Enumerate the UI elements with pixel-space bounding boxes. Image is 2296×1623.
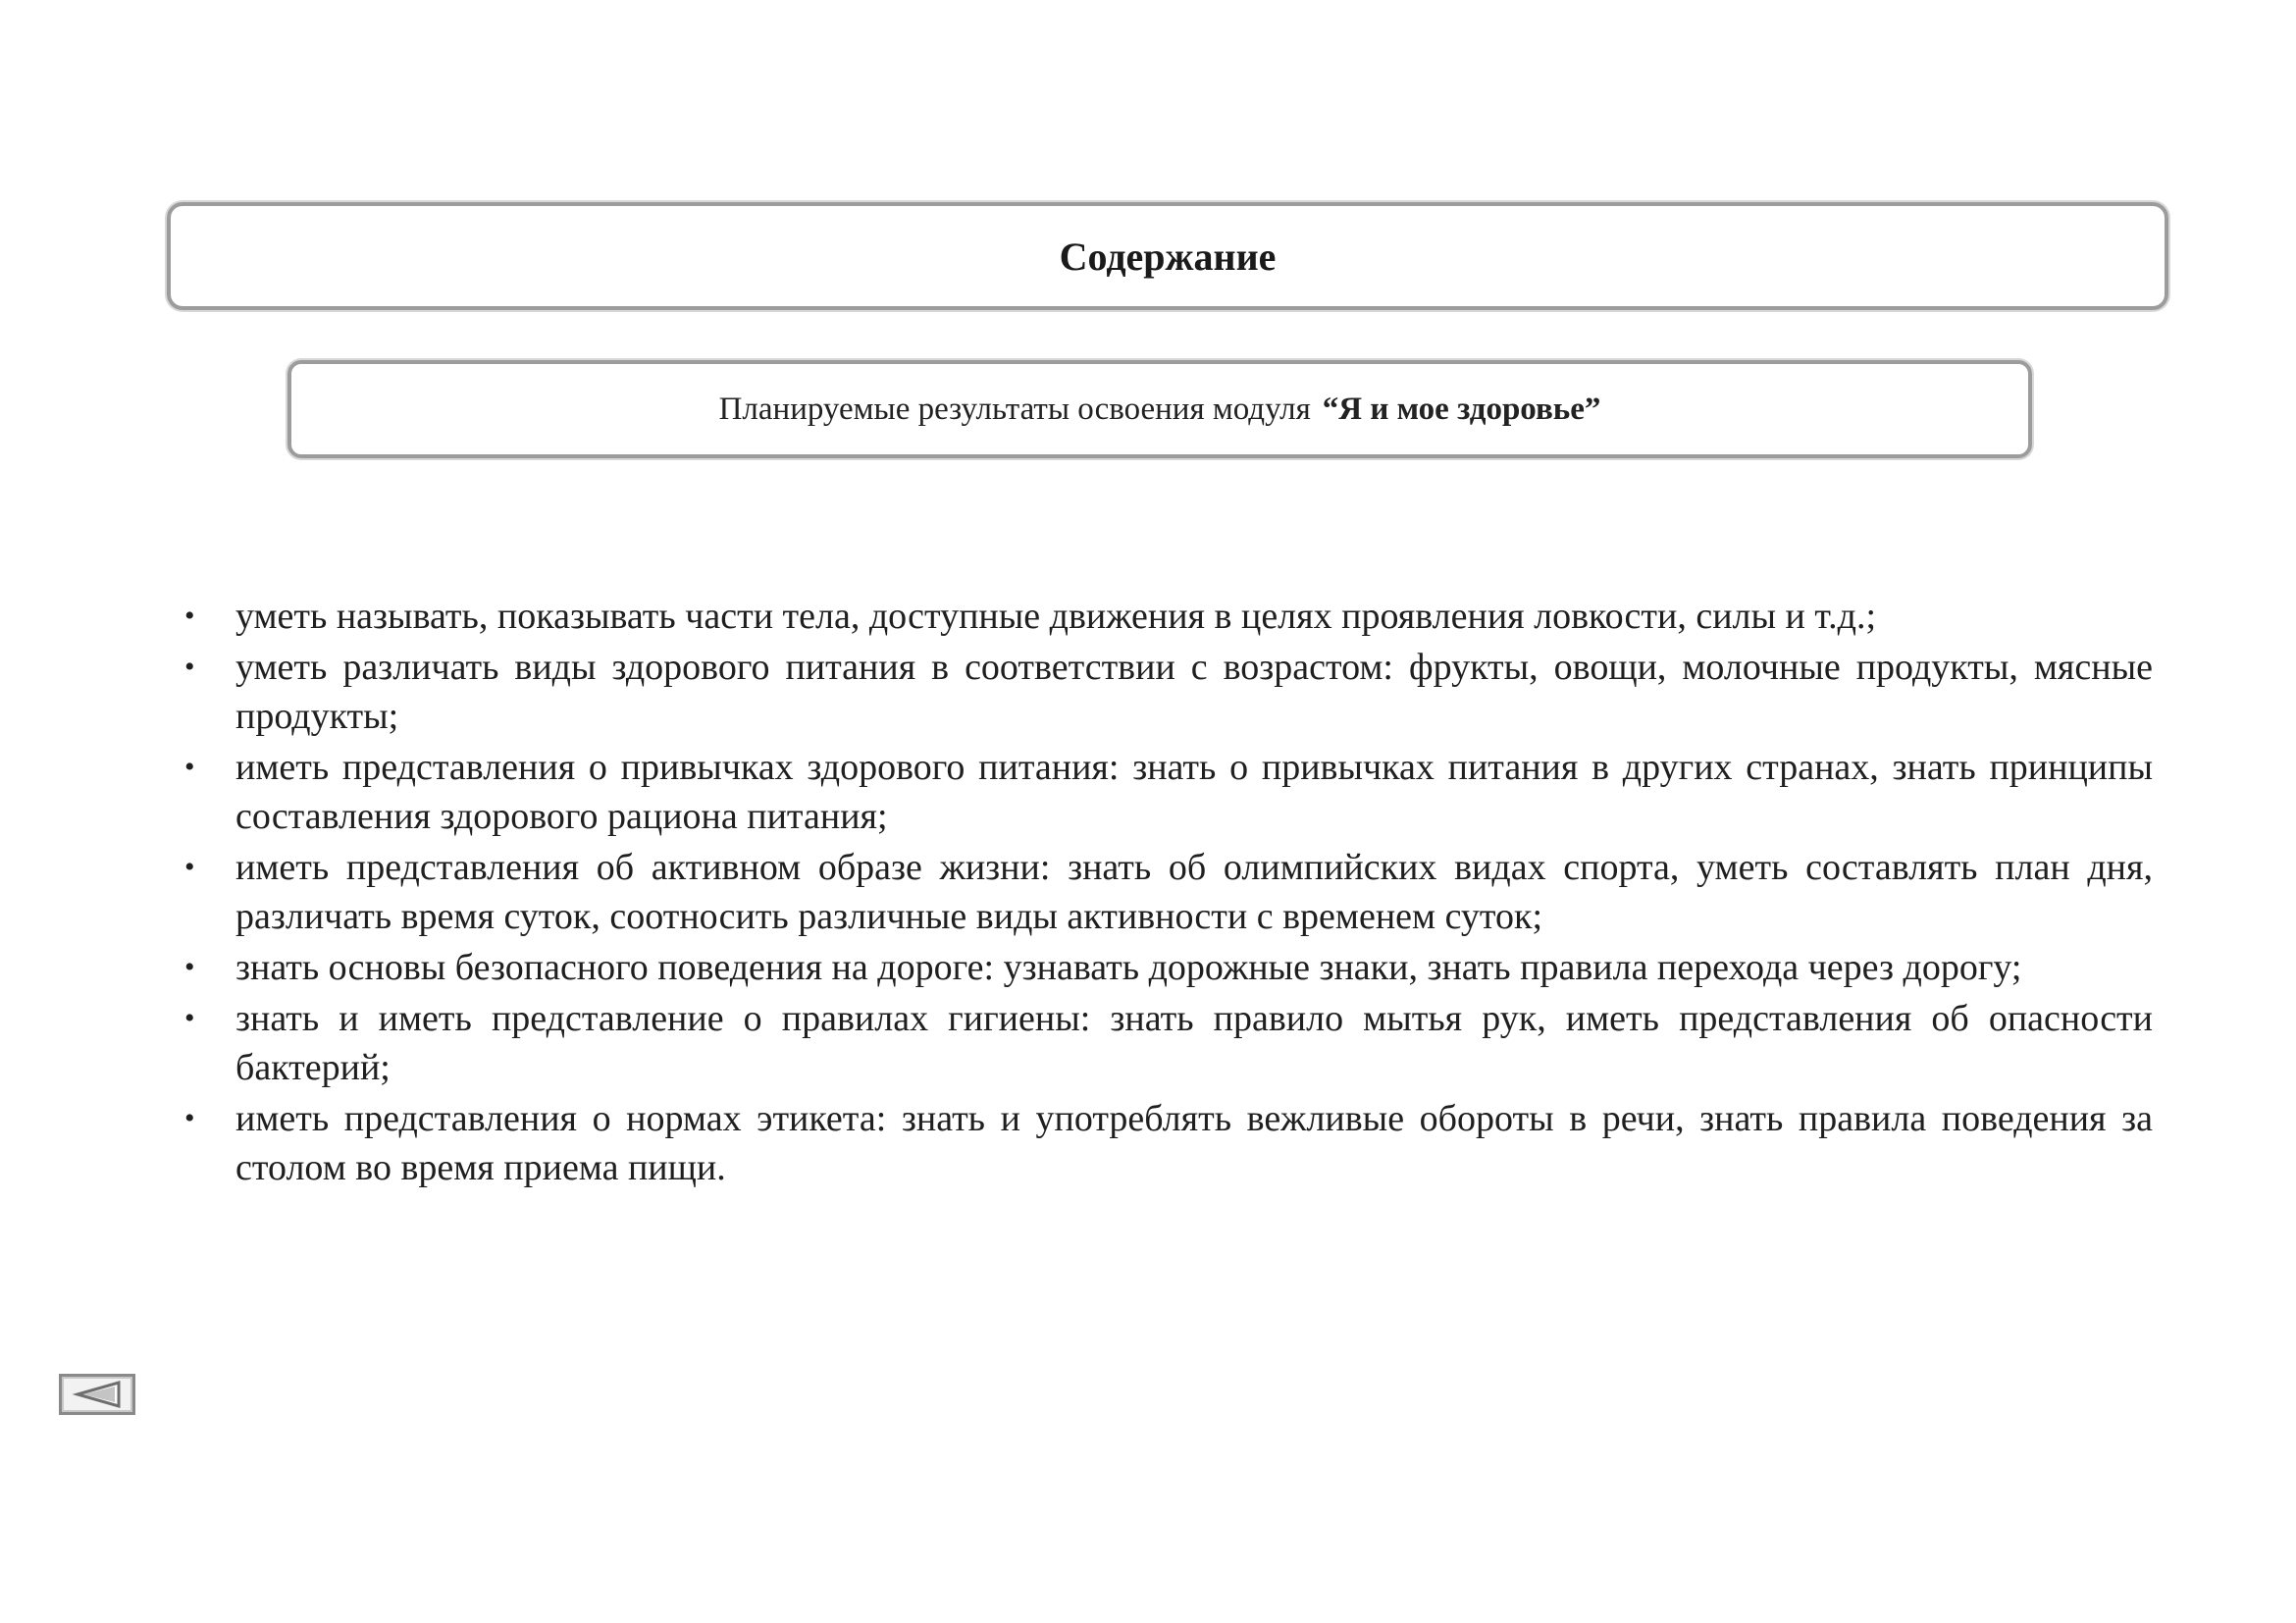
back-button[interactable] xyxy=(59,1374,135,1415)
bullet-icon: • xyxy=(184,951,195,983)
list-item xyxy=(181,1094,2153,1192)
list-item xyxy=(181,592,2153,641)
bullet-icon: • xyxy=(184,1002,195,1034)
list-item-text: знать основы безопасного поведения на дороге: узнавать дорожные знаки, знать правила перехода через дорогу; xyxy=(235,947,2022,988)
bullet-icon: • xyxy=(184,651,195,683)
list-item-text: иметь представления об активном образе жизни: знать об олимпийских видах спорта, уметь составлять план дня, различать время суток, соотносить различные виды активности с временем суток; xyxy=(235,847,2153,937)
list-item xyxy=(181,643,2153,741)
module-results-banner xyxy=(287,360,2032,458)
bullet-icon: • xyxy=(184,1102,195,1134)
triangle-left-icon xyxy=(70,1381,125,1408)
list-item-text: иметь представления о нормах этикета: знать и употреблять вежливые обороты в речи, знать правила поведения за столом во время приема пищи. xyxy=(235,1098,2153,1188)
bullet-icon: • xyxy=(184,851,195,883)
bullet-icon: • xyxy=(184,751,195,783)
page-title: Содержание xyxy=(1059,234,1277,279)
list-item-text: уметь различать виды здорового питания в соответствии с возрастом: фрукты, овощи, молочные продукты, мясные продукты; xyxy=(235,647,2153,737)
list-item xyxy=(181,994,2153,1092)
outcomes-list xyxy=(181,592,2153,1194)
subtitle-prefix: Планируемые результаты освоения модуля xyxy=(718,391,1311,427)
contents-header-box xyxy=(167,202,2168,310)
list-item xyxy=(181,943,2153,992)
list-item xyxy=(181,743,2153,841)
module-name: “Я и мое здоровье” xyxy=(1322,391,1601,427)
list-item-text: уметь называть, показывать части тела, доступные движения в целях проявления ловкости, силы и т.д.; xyxy=(235,596,1876,637)
list-item-text: иметь представления о привычках здорового питания: знать о привычках питания в других странах, знать принципы составления здорового рациона питания; xyxy=(235,747,2153,837)
bullet-icon: • xyxy=(184,600,195,632)
list-item xyxy=(181,843,2153,941)
list-item-text: знать и иметь представление о правилах гигиены: знать правило мытья рук, иметь представления об опасности бактерий; xyxy=(235,998,2153,1088)
